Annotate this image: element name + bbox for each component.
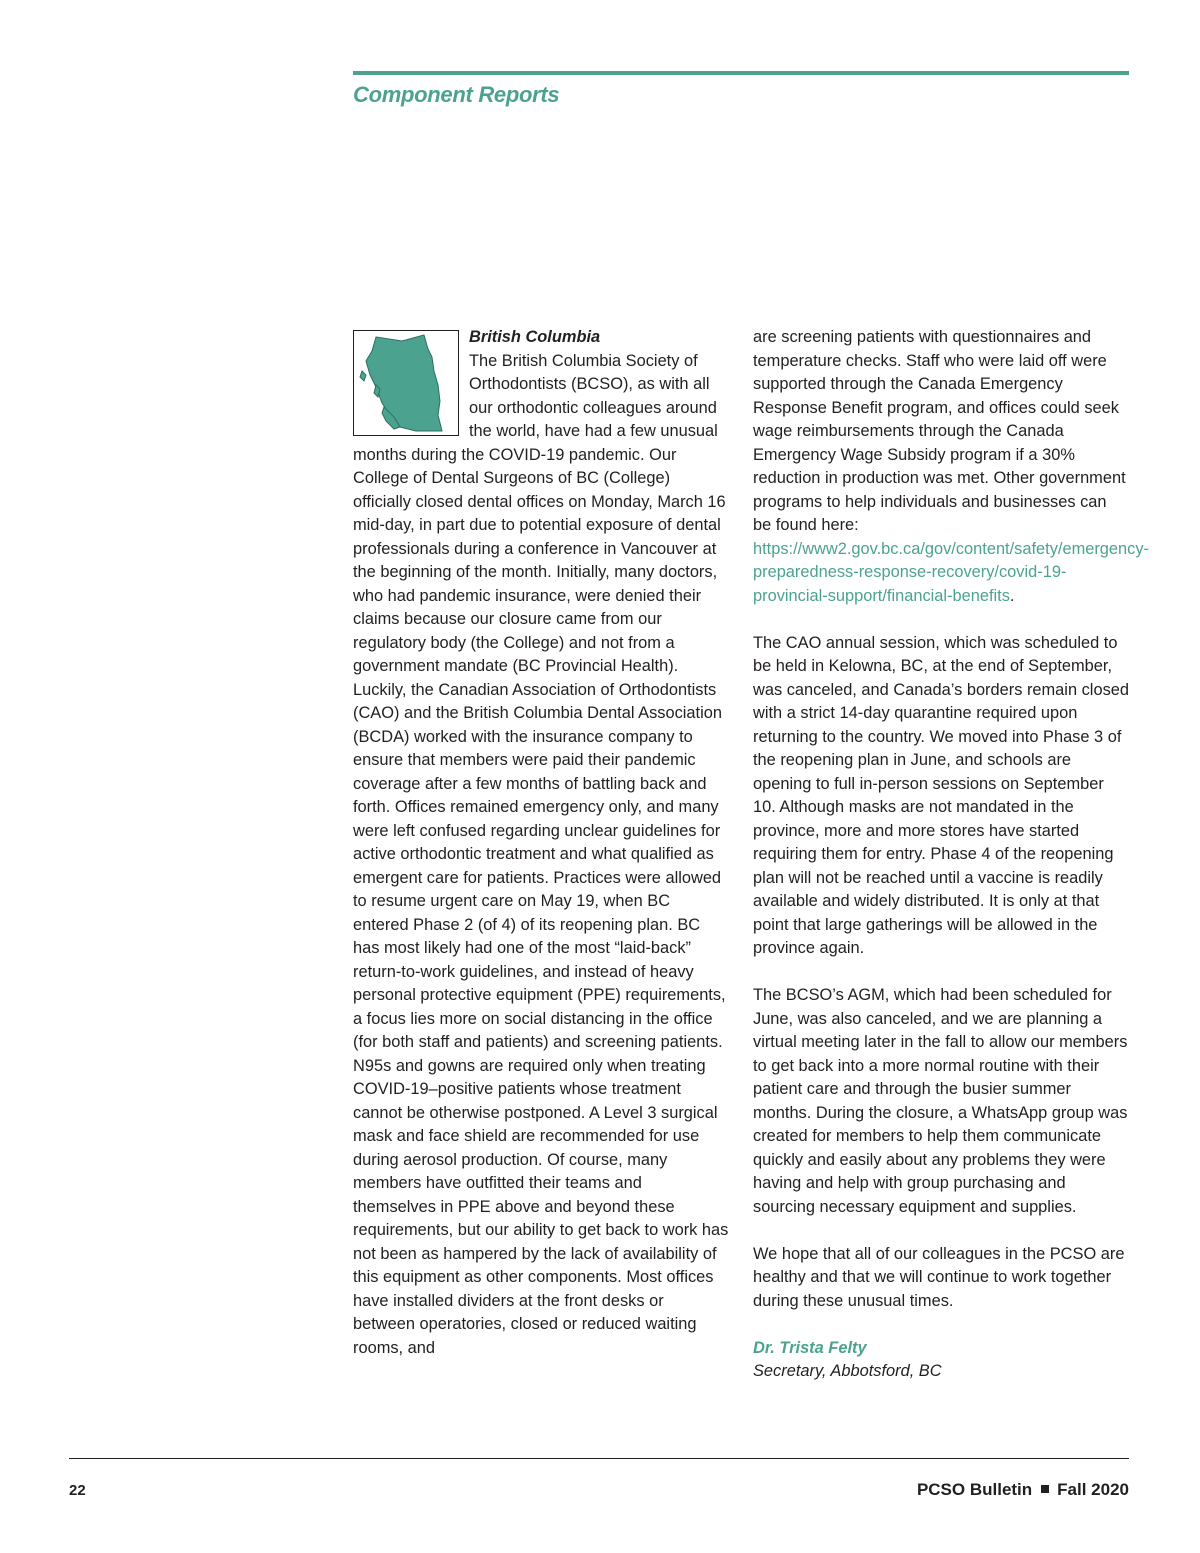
article-paragraph: The BCSO’s AGM, which had been scheduled for June, was also canceled, and we are planning a virtual meeting later in the fall to allow our members to get back into a more normal routine with their patient care and through the busier summer months. During the closure, a WhatsApp group was created for members to help them communicate quickly and easily about any problems they were having and help with group purchasing and sourcing necessary equipment and supplies.: [753, 986, 1128, 1216]
signature-name: Dr. Trista Felty: [753, 1338, 867, 1357]
british-columbia-map-icon: [353, 330, 459, 436]
section-title: Component Reports: [353, 82, 560, 107]
article-left-column: [353, 326, 729, 1360]
page-number: 22: [69, 1482, 86, 1499]
article-text: .: [1009, 586, 1015, 605]
header-rule: [353, 71, 1129, 75]
article-paragraph: The CAO annual session, which was scheduled to be held in Kelowna, BC, at the end of September, was canceled, and Canada’s borders remain closed with a strict 14-day quarantine required upon returning to the country. We moved into Phase 3 of the reopening plan in June, and schools are opening to full in-person sessions on September 10. Although masks are not mandated in the province, more and more stores have started requiring them for entry. Phase 4 of the reopening plan will not be reached until a vaccine is readily available and widely distributed. It is only at that point that large gatherings will be allowed in the province again.: [753, 633, 1129, 957]
article-paragraph: We hope that all of our colleagues in the PCSO are healthy and that we will continue to work together during these unusual times.: [753, 1244, 1125, 1310]
issue-name: Fall 2020: [1057, 1480, 1129, 1499]
article-paragraph: [753, 326, 1149, 608]
article-subhead: British Columbia: [469, 328, 601, 346]
publication-name: PCSO Bulletin: [916, 1480, 1033, 1499]
article-right-column: [753, 326, 1149, 1384]
financial-benefits-link[interactable]: https://www2.gov.bc.ca/gov/content/safety/emergency-preparedness-response-recovery/covid-19-provincial-support/financial-benefits: [753, 539, 1149, 605]
square-bullet-icon: [1041, 1485, 1049, 1493]
signature: [753, 1337, 1129, 1384]
article-body-left: The British Columbia Society of Orthodontists (BCSO), as with all our orthodontic colleagues around the world, have had a few unusual months during the COVID-19 pandemic. Our College of Dental Surgeons of BC (College) officially closed dental offices on Monday, March 16 mid-day, in part due to potential exposure of dental professionals during a conference in Vancouver at the beginning of the month. Initially, many doctors, who had pandemic insurance, were denied their claims because our closure came from our regulatory body (the College) and not from a government mandate (BC Provincial Health). Luckily, the Canadian Association of Orthodontists (CAO) and the British Columbia Dental Association (BCDA) worked with the insurance company to ensure that members were paid their pandemic coverage after a few months of battling back and forth. Offices remained emergency only, and many were left confused regarding unclear guidelines for active orthodontic treatment and what qualified as emergent care for patients. Practices were allowed to resume urgent care on May 19, when BC entered Phase 2 (of 4) of its reopening plan. BC has most likely had one of the most “laid-back” return-to-work guidelines, and instead of heavy personal protective equipment (PPE) requirements, a focus lies more on social distancing in the office (for both staff and patients) and screening patients. N95s and gowns are required only when treating COVID-19–positive patients whose treatment cannot be otherwise postponed. A Level 3 surgical mask and face shield are recommended for use during aerosol production. Of course, many members have outfitted their teams and themselves in PPE above and beyond these requirements, but our ability to get back to work has not been as hampered by the lack of availability of this equipment as other components. Most offices have installed dividers at the front desks or between operatories, closed or reduced waiting rooms, and: [353, 351, 729, 1357]
article-text: are screening patients with questionnaires and temperature checks. Staff who were laid off were supported through the Canada Emergency Response Benefit program, and offices could seek wage reimbursements through the Canada Emergency Wage Subsidy program if a 30% reduction in production was met. Other government programs to help individuals and businesses can be found here:: [753, 328, 1126, 534]
signature-role: Secretary, Abbotsford, BC: [753, 1362, 942, 1380]
footer-publication: [917, 1480, 1129, 1500]
footer-rule: [69, 1458, 1129, 1459]
